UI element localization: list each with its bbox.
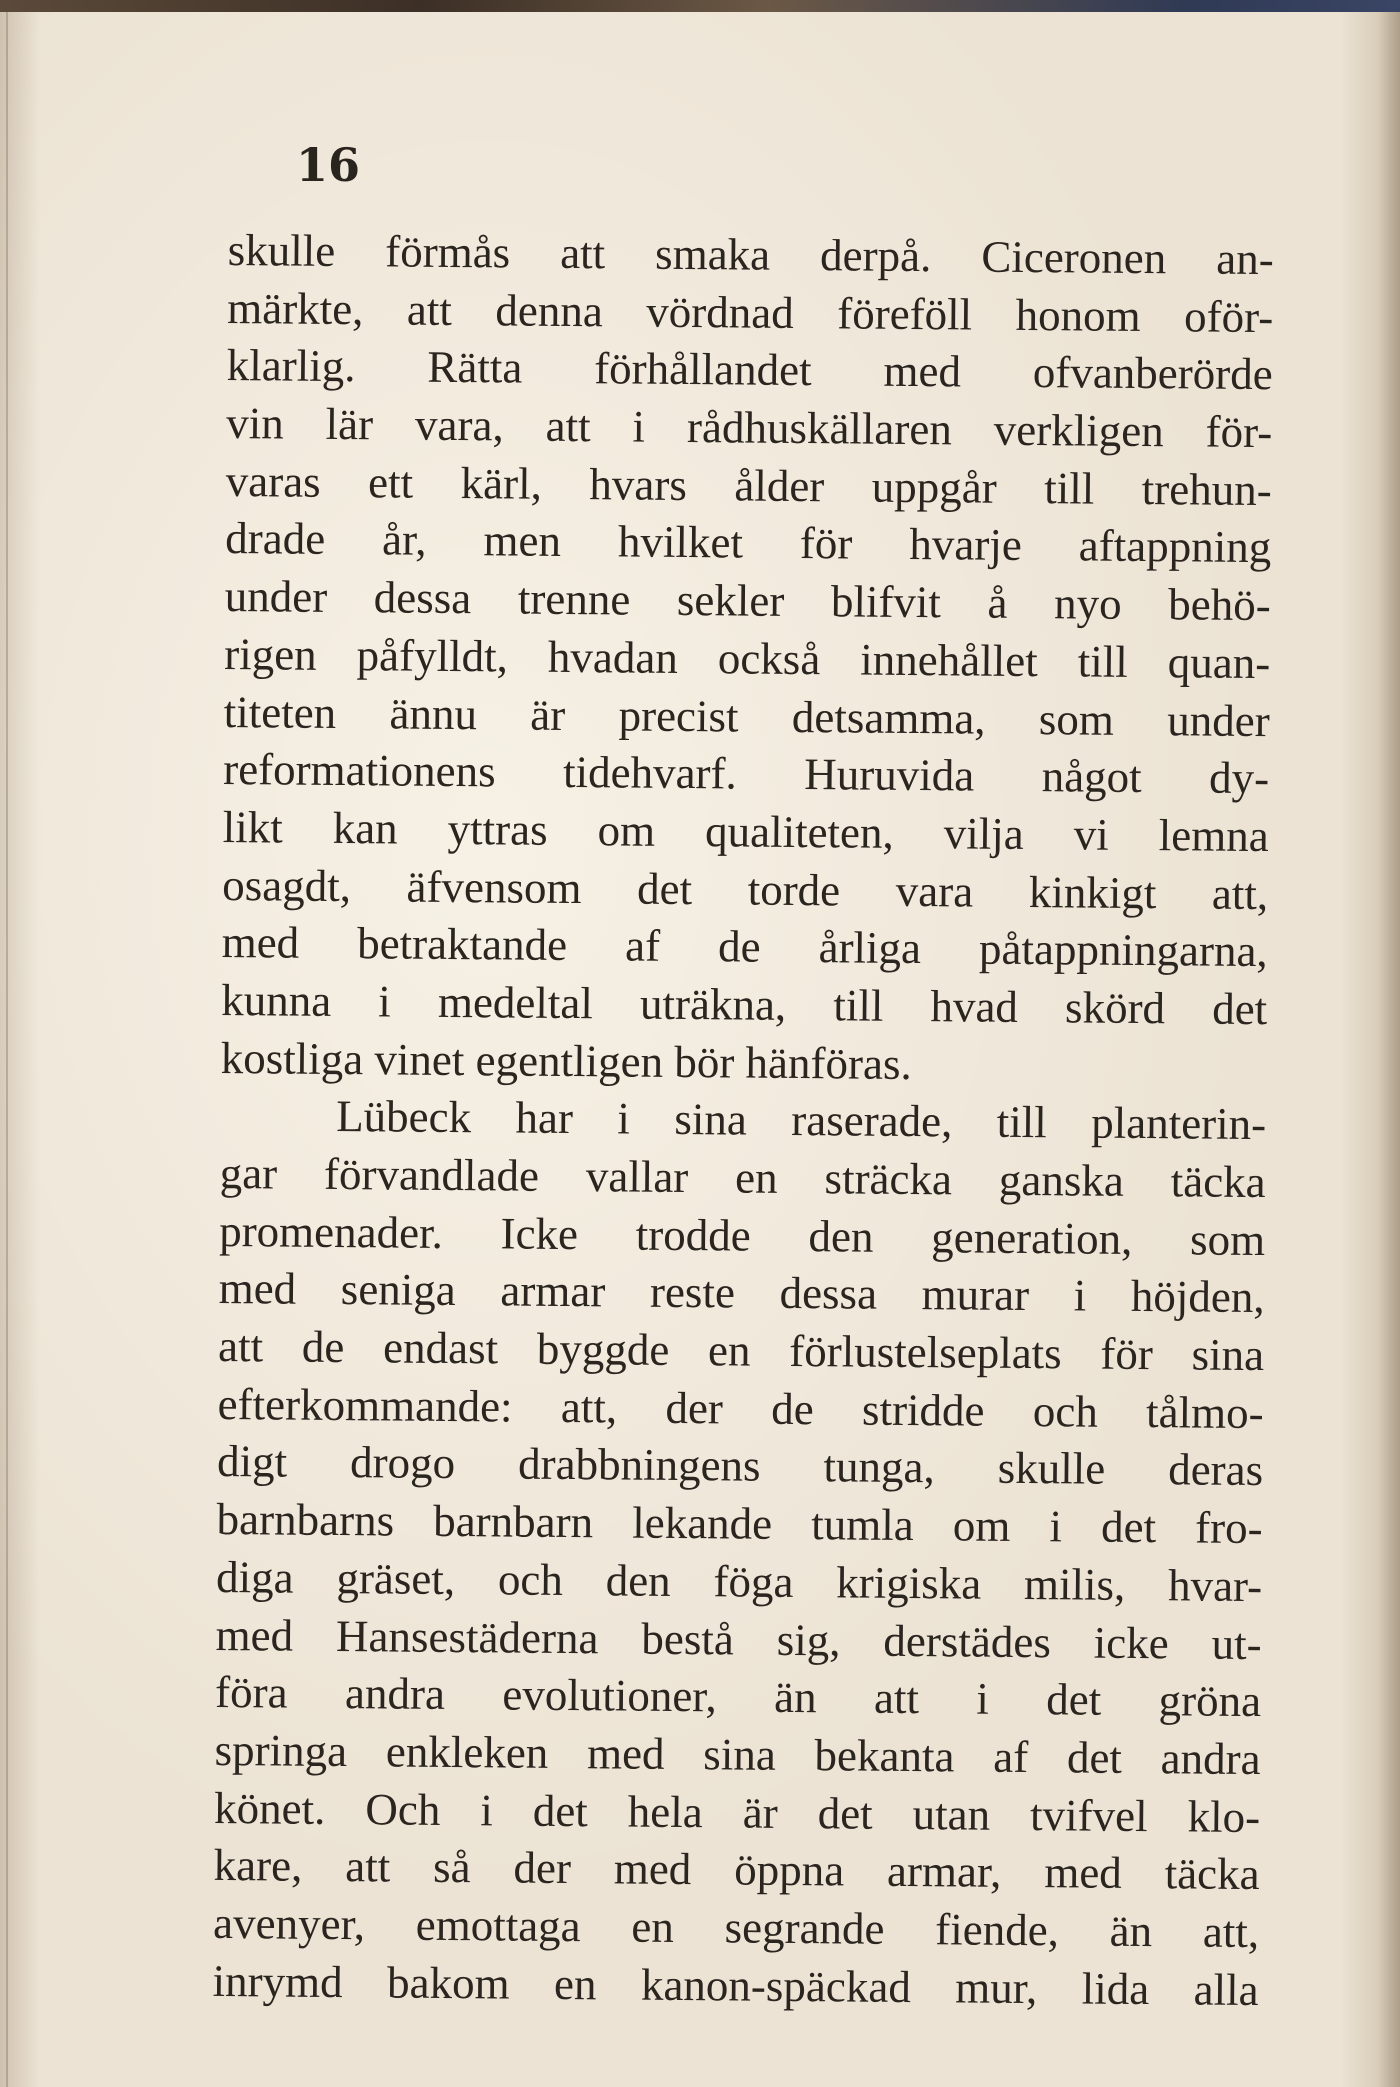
text-line: likt kan yttras om qualiteten, vilja vi lemna bbox=[222, 801, 1269, 861]
text-line: gar förvandlade vallar en sträcka ganska täcka bbox=[219, 1147, 1266, 1208]
text-line: diga gräset, och den föga krigiska milis, hvar- bbox=[215, 1551, 1263, 1611]
text-line: inrymd bakom en kanon-späckad mur, lida alla bbox=[212, 1955, 1259, 2015]
text-line: med seniga armar reste dessa murar i höjden, bbox=[218, 1263, 1265, 1323]
page-number: 16 bbox=[296, 138, 361, 192]
text-line: drade år, men hvilket för hvarje aftappning bbox=[225, 513, 1272, 573]
text-line: vin lär vara, att i rådhuskällaren verkligen för- bbox=[226, 398, 1273, 458]
text-line: digt drogo drabbningens tunga, skulle deras bbox=[216, 1436, 1264, 1496]
paragraph-start-line: Lübeck har i sina raserade, till planterin- bbox=[335, 1091, 1267, 1150]
text-line: kostliga vinet egentligen bör hänföras. bbox=[220, 1032, 912, 1089]
text-line: med betraktande af de årliga påtappningarna, bbox=[221, 917, 1268, 977]
text-line: osagdt, äfvensom det torde vara kinkigt att, bbox=[221, 859, 1269, 919]
text-line: reformationens tidehvarf. Huruvida något dy- bbox=[223, 744, 1270, 804]
text-line: könet. Och i det hela är det utan tvifvel klo- bbox=[213, 1782, 1261, 1842]
text-line: varas ett kärl, hvars ålder uppgår till trehun- bbox=[225, 455, 1272, 515]
text-line: att de endast byggde en förlustelseplats för sina bbox=[217, 1321, 1265, 1381]
text-line: kare, att så der med öppna armar, med täcka bbox=[213, 1840, 1260, 1900]
text-line: promenader. Icke trodde den generation, som bbox=[218, 1205, 1266, 1265]
text-line: klarlig. Rätta förhållandet med ofvanberörde bbox=[226, 340, 1273, 400]
text-line: avenyer, emottaga en segrande fiende, än att, bbox=[212, 1897, 1260, 1957]
text-line: springa enkleken med sina bekanta af det andra bbox=[214, 1724, 1261, 1784]
text-line: barnbarns barnbarn lekande tumla om i det fro- bbox=[216, 1494, 1263, 1554]
text-line: titeten ännu är precist detsamma, som under bbox=[223, 686, 1270, 746]
text-line: med Hansestäderna bestå sig, derstädes icke ut- bbox=[215, 1609, 1262, 1669]
body-text bbox=[212, 222, 1274, 2019]
page-shadow bbox=[1378, 12, 1400, 2087]
text-line: rigen påfylldt, hvadan också innehållet till quan- bbox=[224, 628, 1271, 688]
text-line: kunna i medeltal uträkna, till hvad skörd det bbox=[220, 974, 1268, 1035]
page-gutter bbox=[6, 12, 8, 2087]
text-line: skulle förmås att smaka derpå. Ciceronen an- bbox=[227, 224, 1274, 285]
text-line: märkte, att denna vördnad föreföll honom oför- bbox=[227, 282, 1274, 342]
text-line: efterkommande: att, der de stridde och tålmo- bbox=[217, 1378, 1264, 1438]
text-line: föra andra evolutioner, än att i det gröna bbox=[214, 1667, 1262, 1727]
text-line: under dessa trenne sekler blifvit å nyo behö- bbox=[224, 571, 1271, 631]
